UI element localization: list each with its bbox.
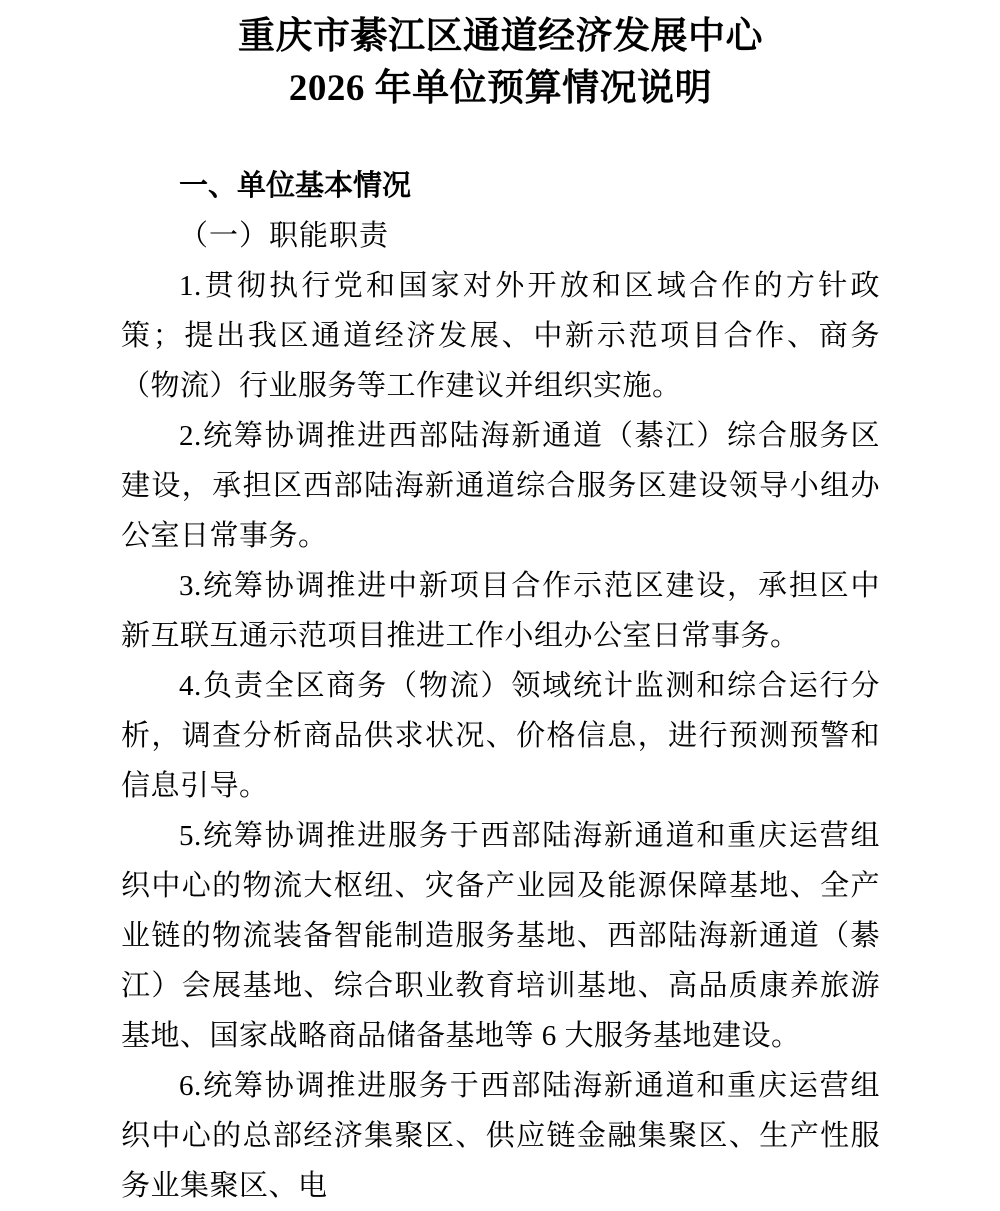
document-title-line-1: 重庆市綦江区通道经济发展中心 — [238, 16, 763, 57]
body-paragraph-6: 6.统筹协调推进服务于西部陆海新通道和重庆运营组织中心的总部经济集聚区、供应链金融集聚区、生产性服务业集聚区、电 — [121, 1070, 880, 1202]
body-paragraph-1: 1.贯彻执行党和国家对外开放和区域合作的方针政策；提出我区通道经济发展、中新示范项目合作、商务（物流）行业服务等工作建议并组织实施。 — [121, 270, 880, 402]
body-paragraph-5: 5.统筹协调推进服务于西部陆海新通道和重庆运营组织中心的物流大枢纽、灾备产业园及能源保障基地、全产业链的物流装备智能制造服务基地、西部陆海新通道（綦江）会展基地、综合职业教育培训基地、高品质康养旅游基地、国家战略商品储备基地等 6 大服务基地建设。 — [121, 820, 880, 1052]
document-title-line-2: 2026 年单位预算情况说明 — [288, 68, 713, 109]
section-heading-basic-info: 一、单位基本情况 — [179, 170, 412, 202]
subsection-heading-duties: （一）职能职责 — [179, 220, 390, 252]
body-paragraph-3: 3.统筹协调推进中新项目合作示范区建设，承担区中新互联互通示范项目推进工作小组办公室日常事务。 — [121, 570, 880, 652]
body-paragraph-4: 4.负责全区商务（物流）领域统计监测和综合运行分析，调查分析商品供求状况、价格信息，进行预测预警和信息引导。 — [121, 670, 880, 802]
body-paragraph-2: 2.统筹协调推进西部陆海新通道（綦江）综合服务区建设，承担区西部陆海新通道综合服务区建设领导小组办公室日常事务。 — [121, 420, 880, 552]
